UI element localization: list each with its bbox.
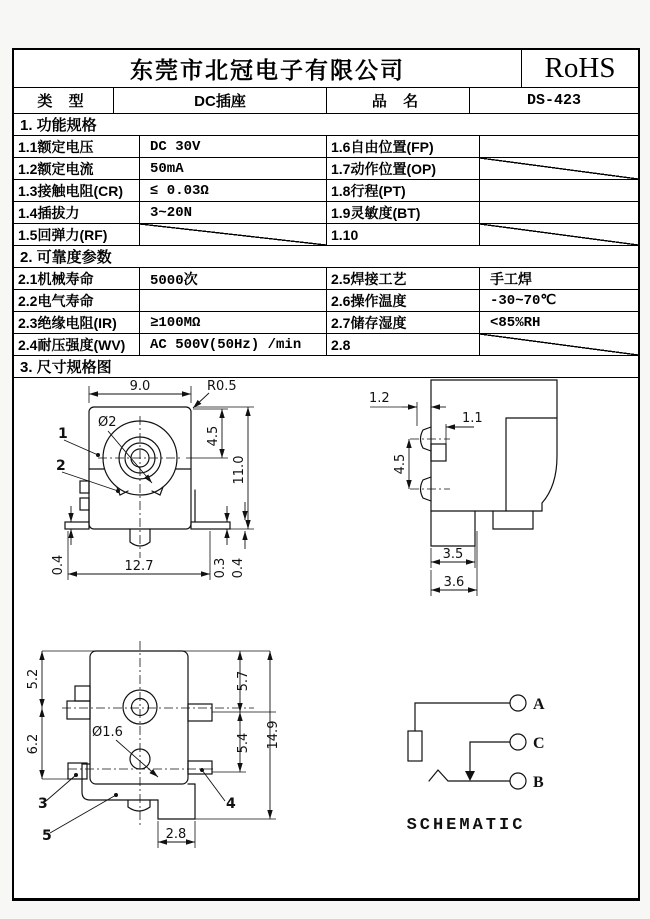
spec-row-2-3 bbox=[14, 312, 638, 334]
bottom-hole-dia: Ø1.6 bbox=[92, 725, 123, 740]
part3-label: 3 bbox=[38, 796, 48, 812]
section-dimensions: 3. 尺寸规格图 bbox=[14, 356, 638, 378]
spec-label: 2.7储存湿度 bbox=[327, 312, 480, 333]
side-dim-12: 1.2 bbox=[369, 391, 390, 406]
type-value: DC插座 bbox=[114, 88, 327, 113]
spec-label: 2.6操作温度 bbox=[327, 290, 480, 311]
spec-row-1-5 bbox=[14, 224, 638, 246]
spec-label: 1.10 bbox=[327, 224, 480, 245]
terminal-c-label: C bbox=[533, 735, 545, 752]
section-functional-specs: 1. 功能规格 bbox=[14, 114, 638, 136]
spec-value bbox=[480, 180, 638, 201]
bottom-view-drawing bbox=[26, 641, 281, 848]
bottom-dim-62: 6.2 bbox=[26, 733, 41, 755]
spec-value: 3~20N bbox=[140, 202, 327, 223]
spec-value: AC 500V(50Hz) /min bbox=[140, 334, 327, 355]
bottom-dim-52: 5.2 bbox=[26, 668, 41, 690]
spec-label: 1.6自由位置(FP) bbox=[327, 136, 480, 157]
type-label: 类 型 bbox=[14, 88, 114, 113]
bottom-dim-149: 14.9 bbox=[266, 720, 281, 750]
title-row bbox=[14, 50, 638, 88]
spec-row-2-1 bbox=[14, 268, 638, 290]
spec-label: 2.4耐压强度(WV) bbox=[14, 334, 140, 355]
spec-label: 2.2电气寿命 bbox=[14, 290, 140, 311]
dimension-drawings bbox=[14, 378, 636, 898]
side-dim-11: 1.1 bbox=[462, 411, 483, 426]
contact-arrow bbox=[465, 771, 475, 781]
spec-value: 50mA bbox=[140, 158, 327, 179]
spec-value-na bbox=[480, 224, 638, 245]
spec-value: ≥100MΩ bbox=[140, 312, 327, 333]
front-view-drawing bbox=[51, 379, 254, 580]
spec-label: 2.5焊接工艺 bbox=[327, 268, 480, 289]
spec-label: 1.2额定电流 bbox=[14, 158, 140, 179]
spec-value-na bbox=[480, 158, 638, 179]
spec-value: <85%RH bbox=[490, 314, 541, 331]
spec-value-na bbox=[480, 334, 638, 355]
side-dim-45: 4.5 bbox=[393, 453, 408, 475]
part4-label: 4 bbox=[226, 796, 236, 812]
spec-label: 1.5回弹力(RF) bbox=[14, 224, 140, 245]
spec-value bbox=[480, 202, 638, 223]
front-width-dim: 9.0 bbox=[129, 379, 151, 394]
spec-row-1-4 bbox=[14, 202, 638, 224]
front-depth-dim: 4.5 bbox=[206, 425, 221, 447]
schematic-caption: SCHEMATIC bbox=[406, 816, 526, 835]
front-dim-04: 0.4 bbox=[231, 557, 246, 579]
terminal-a-label: A bbox=[533, 696, 545, 713]
datasheet-sheet bbox=[12, 48, 640, 901]
spec-value bbox=[480, 136, 638, 157]
spec-label: 1.7动作位置(OP) bbox=[327, 158, 480, 179]
drawing-area bbox=[14, 378, 638, 898]
front-radius-dim: R0.5 bbox=[207, 379, 237, 394]
part1-label: 1 bbox=[58, 426, 68, 442]
side-dim-36: 3.6 bbox=[443, 575, 465, 590]
spec-value: 手工焊 bbox=[490, 272, 532, 289]
front-dim-03: 0.3 bbox=[213, 557, 228, 579]
section-reliability: 2. 可靠度参数 bbox=[14, 246, 638, 268]
spec-row-1-3 bbox=[14, 180, 638, 202]
front-height-dim: 11.0 bbox=[232, 455, 247, 485]
side-dim-35: 3.5 bbox=[442, 547, 464, 562]
bottom-dim-28: 2.8 bbox=[165, 827, 187, 842]
spec-value: ≤ 0.03Ω bbox=[140, 180, 327, 201]
name-label: 品 名 bbox=[327, 88, 470, 113]
bottom-dim-54: 5.4 bbox=[236, 732, 251, 754]
spec-value: DC 30V bbox=[140, 136, 327, 157]
spec-row-1-2 bbox=[14, 158, 638, 180]
front-span-dim: 12.7 bbox=[124, 559, 154, 574]
spec-value bbox=[140, 290, 327, 311]
spec-value: 5000次 bbox=[140, 268, 327, 289]
terminal-b-label: B bbox=[533, 774, 544, 791]
spec-label: 2.3绝缘电阻(IR) bbox=[14, 312, 140, 333]
bottom-dim-57: 5.7 bbox=[236, 670, 251, 692]
spec-row-2-4 bbox=[14, 334, 638, 356]
side-view-drawing bbox=[369, 380, 557, 596]
spec-row-2-2 bbox=[14, 290, 638, 312]
spec-value: -30~70℃ bbox=[490, 293, 557, 309]
front-pin-dia-dim: Ø2 bbox=[98, 415, 117, 430]
spec-value-na bbox=[140, 224, 327, 245]
company-name: 东莞市北冠电子有限公司 bbox=[14, 50, 522, 87]
spec-row-1-1 bbox=[14, 136, 638, 158]
front-foot-dim: 0.4 bbox=[51, 554, 66, 576]
part2-label: 2 bbox=[56, 458, 66, 474]
spec-label: 1.8行程(PT) bbox=[327, 180, 480, 201]
spec-label: 1.1额定电压 bbox=[14, 136, 140, 157]
part5-label: 5 bbox=[42, 828, 52, 844]
spec-label: 2.8 bbox=[327, 334, 480, 355]
spec-label: 1.9灵敏度(BT) bbox=[327, 202, 480, 223]
spec-label: 1.4插拔力 bbox=[14, 202, 140, 223]
spec-label: 2.1机械寿命 bbox=[14, 268, 140, 289]
rohs-mark: RoHS bbox=[544, 52, 616, 84]
schematic-drawing bbox=[407, 695, 545, 835]
model-number: DS-423 bbox=[526, 92, 581, 109]
spec-label: 1.3接触电阻(CR) bbox=[14, 180, 140, 201]
product-header-row bbox=[14, 88, 638, 114]
